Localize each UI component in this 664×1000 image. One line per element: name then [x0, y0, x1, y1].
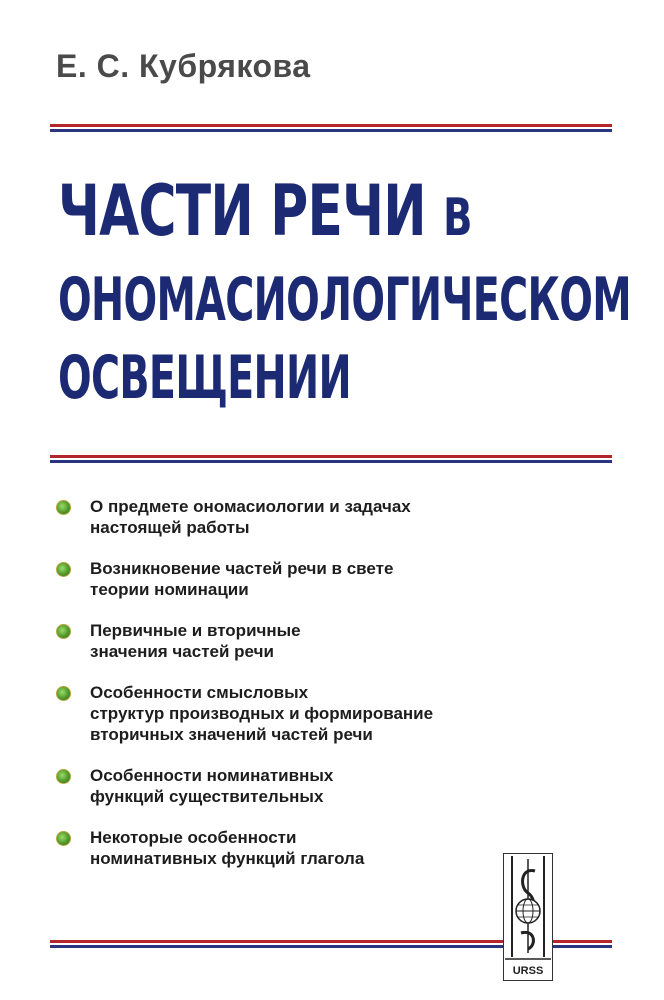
list-item [56, 558, 536, 600]
divider-middle [50, 455, 612, 463]
list-item [56, 620, 536, 662]
title-preposition: В [443, 188, 472, 248]
topic-line: номинативных функций глагола [90, 849, 365, 868]
globe-icon [516, 899, 540, 923]
publisher-logo [503, 853, 553, 981]
topic-line: настоящей работы [90, 518, 250, 537]
divider-top [50, 124, 612, 132]
bullet-icon [56, 831, 71, 846]
publisher-label: URSS [512, 965, 544, 977]
title-main-text: ЧАСТИ РЕЧИ [58, 170, 426, 252]
topics-list [56, 496, 536, 889]
list-item [56, 496, 536, 538]
bullet-icon [56, 769, 71, 784]
bullet-icon [56, 686, 71, 701]
topic-line: Особенности номинативных [90, 766, 334, 785]
list-item [56, 827, 536, 869]
bullet-icon [56, 562, 71, 577]
topic-line: О предмете ономасиологии и задачах [90, 497, 411, 516]
topic-line: значения частей речи [90, 642, 274, 661]
topic-line: структур производных и формирование [90, 704, 434, 723]
topic-line: функций существительных [90, 787, 324, 806]
bullet-icon [56, 624, 71, 639]
topic-line: Некоторые особенности [90, 828, 297, 847]
topic-line: вторичных значений частей речи [90, 725, 373, 744]
title-line-2: ОНОМАСИОЛОГИЧЕСКОМ [58, 265, 631, 335]
topic-line: Возникновение частей речи в свете [90, 559, 394, 578]
topic-line: теории номинации [90, 580, 249, 599]
list-item [56, 765, 536, 807]
title-line-1 [58, 170, 472, 252]
title-line-3: ОСВЕЩЕНИИ [58, 343, 351, 413]
bullet-icon [56, 500, 71, 515]
topic-line: Первичные и вторичные [90, 621, 301, 640]
author-name: Е. С. Кубрякова [56, 48, 311, 84]
topic-line: Особенности смысловых [90, 683, 309, 702]
list-item [56, 682, 536, 745]
